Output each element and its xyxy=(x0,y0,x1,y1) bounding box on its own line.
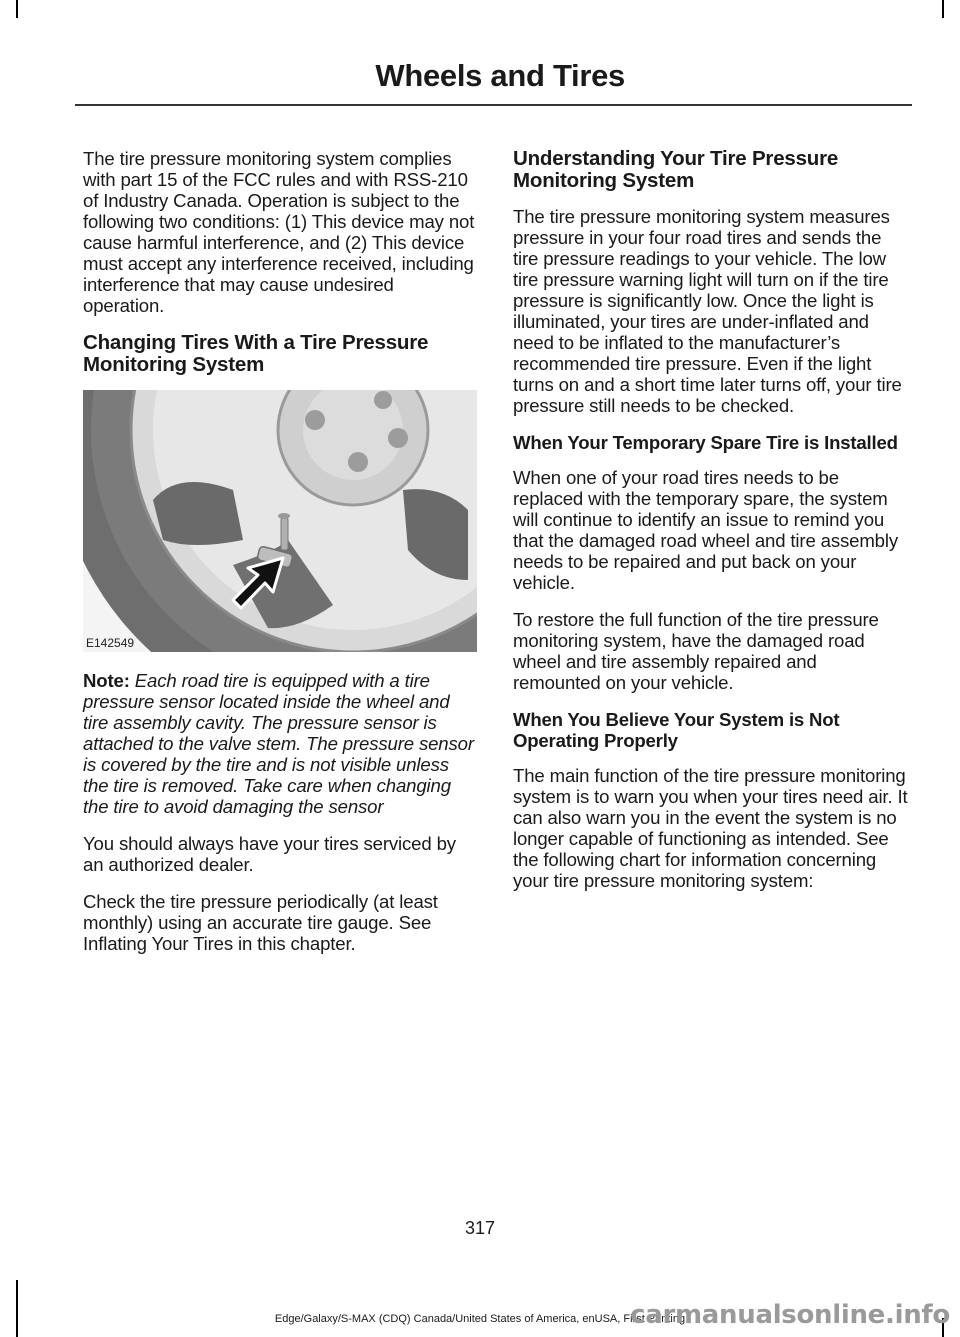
crop-mark-top-left xyxy=(16,0,18,18)
tire-valve-illustration xyxy=(83,390,477,652)
note-paragraph xyxy=(83,670,477,817)
note-text: Each road tire is equipped with a tire pressure sensor located inside the wheel and tire assembly cavity. The pressure sensor is attached to the valve stem. The pressure sensor is covered by the tire and is not visible unless the tire is removed. Take care when changing the tire to avoid damaging the sensor xyxy=(83,670,474,817)
service-paragraph: You should always have your tires serviced by an authorized dealer. xyxy=(83,833,456,875)
right-column xyxy=(513,148,909,907)
fcc-paragraph: The tire pressure monitoring system complies with part 15 of the FCC rules and with RSS-210 of Industry Canada. Operation is subject to the following two conditions: (1) This device may not cause harmful interference, and (2) This device must accept any interference received, including interference that may cause undesired operation. xyxy=(83,148,475,316)
page-number: 317 xyxy=(464,1218,496,1238)
header-rule xyxy=(75,104,912,106)
crop-mark-bottom-left xyxy=(16,1280,18,1337)
changing-tires-heading: Changing Tires With a Tire Pressure Monitoring System xyxy=(83,331,429,376)
tpms-intro-paragraph: The tire pressure monitoring system measures pressure in your four road tires and sends the tire pressure readings to your vehicle. The low tire pressure warning light will turn on if the tire pressure is significantly low. Once the light is illuminated, your tires are under-inflated and need to be inflated to the manufacturer’s recommended tire pressure. Even if the light turns on and a short time later turns off, your tire pressure still needs to be checked. xyxy=(513,206,902,416)
figure-code: E142549 xyxy=(86,636,135,650)
note-label: Note: xyxy=(83,670,130,691)
spare-tire-paragraph-1: When one of your road tires needs to be replaced with the temporary spare, the system will continue to identify an issue to remind you that the damaged road wheel and tire assembly needs to be repaired and put back on your vehicle. xyxy=(513,467,898,593)
left-column xyxy=(83,148,477,970)
footer-edition: Edge/Galaxy/S-MAX (CDQ) Canada/United States of America, enUSA, First Printing xyxy=(274,1313,686,1325)
spare-tire-paragraph-2: To restore the full function of the tire pressure monitoring system, have the damaged road wheel and tire assembly repaired and remounted on your vehicle. xyxy=(513,609,879,693)
spare-tire-subheading: When Your Temporary Spare Tire is Installed xyxy=(513,432,898,453)
understanding-tpms-heading: Understanding Your Tire Pressure Monitoring System xyxy=(513,147,839,192)
system-not-operating-subheading: When You Believe Your System is Not Operating Properly xyxy=(513,709,840,751)
crop-mark-top-right xyxy=(942,0,944,18)
watermark: carmanualsonline.info xyxy=(630,1300,950,1330)
check-pressure-paragraph: Check the tire pressure periodically (at least monthly) using an accurate tire gauge. See Inflating Your Tires in this chapter. xyxy=(83,891,438,954)
wheel-illustration-svg xyxy=(83,390,477,652)
page-title: Wheels and Tires xyxy=(375,58,625,93)
system-function-paragraph: The main function of the tire pressure monitoring system is to warn you when your tires need air. It can also warn you in the event the system is no longer capable of functioning as intended. See the following chart for information concerning your tire pressure monitoring system: xyxy=(513,765,908,891)
